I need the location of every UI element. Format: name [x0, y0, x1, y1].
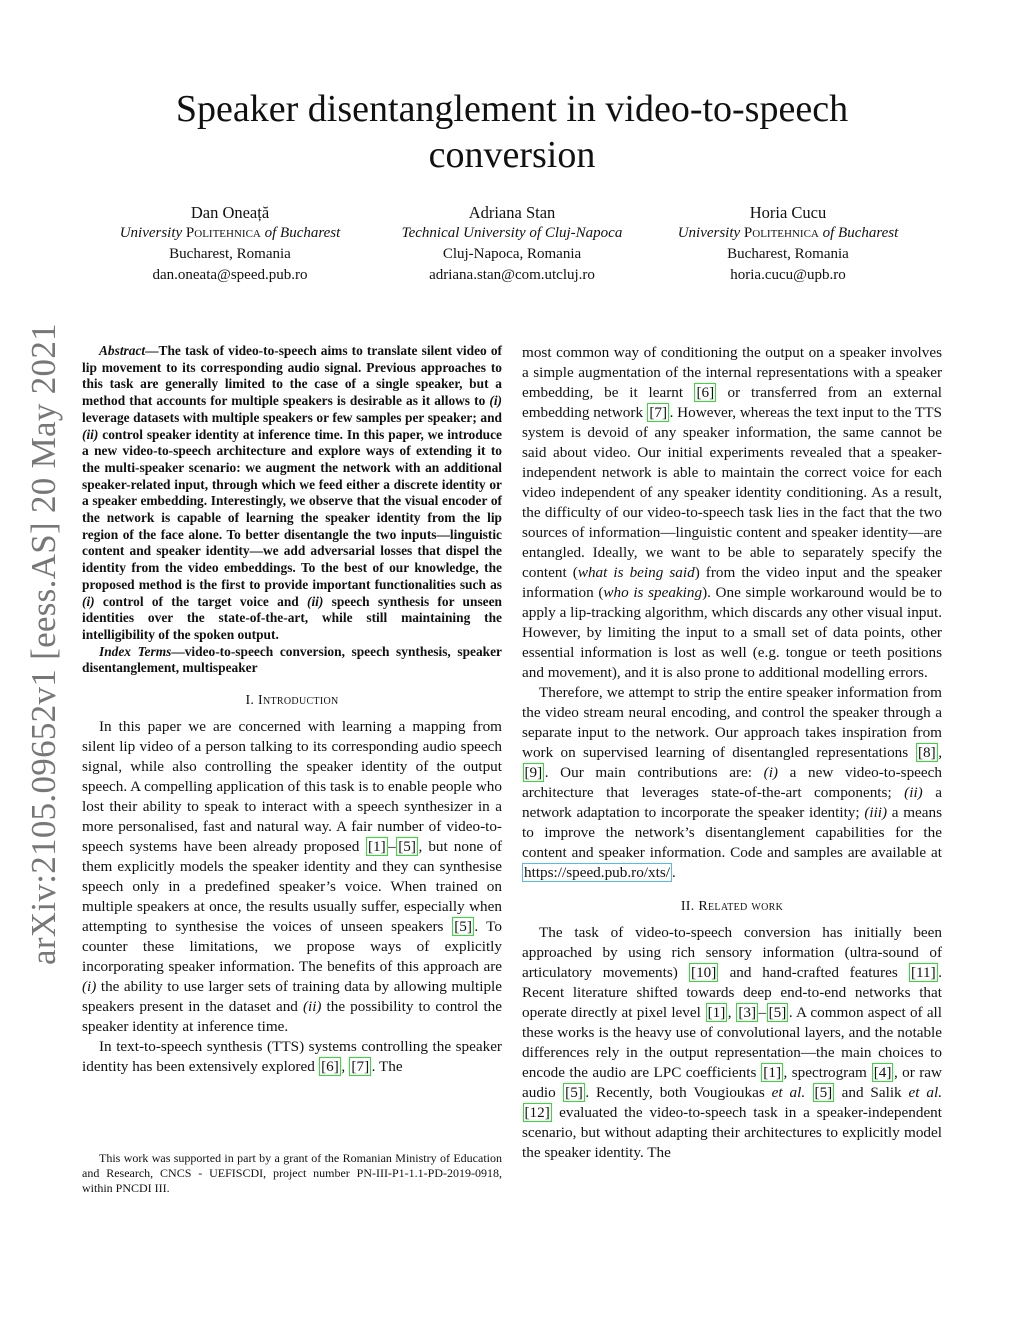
author-affiliation: University Politehnica of Bucharest [119, 225, 341, 241]
right-paragraph-1: most common way of conditioning the output on a speaker involves a simple augmentation of the internal representations with a speaker embedding, be it learnt [6] or transferred from an external embedding network [7] . However, whereas the text input to the TTS system is devoid of any speaker information, the same cannot be said about video. Our initial experiments revealed that a speaker-independent network is able to maintain the correct voice for each video independent of any speaker identity conditioning. As a result, the difficulty of our video-to-speech task lies in the fact that the two sources of information—linguistic content and speaker identity—are entangled. Ideally, we want to be able to separately specify the content (what is being said) from the video input and the speaker information (who is speaking). One simple workaround would be to apply a lip-tracking algorithm, which discards any other visual input. However, by limiting the input to a small set of data points, other essential information is lost as well (e.g. tongue or teeth positions and movement), and it is also prone to additional modelling errors. [522, 344, 942, 681]
citation-link[interactable]: [5] [768, 1004, 787, 1021]
author-affiliation: University Politehnica of Bucharest [677, 225, 899, 241]
related-work-paragraph: The task of video-to-speech conversion has initially been approached by using rich sensory information (ultra-sound of articulatory movements) [10] and hand-crafted features [11] . Recent literature shifted towards deep end-to-end networks that operate directly at pixel level [1] , [3] – [5] . A common aspect of all these works is the heavy use of convolutional layers, and the notable differences rely in the output representation—the main choices to encode the audio are LPC coefficients [1] , spectrogram [4] , or raw audio [5] . Recently, both Vougioukas et al. [5] and Salik et al. [12] evaluated the video-to-speech task in a speaker-independent scenario, but without adapting their architectures to explicitly model the speaker identity. The [522, 924, 943, 1161]
intro-paragraph-1: In this paper we are concerned with learning a mapping from silent lip video of a person talking to its corresponding audio speech signal, while also controlling the speaker identity of the output speech. A compelling application of this task is to enable people who lost their ability to speak to interact with a speech synthesizer in a more personalised, fast and natural way. A fair number of video-to-speech systems have been already proposed [1] – [5] , but none of them explicitly models the speaker identity and they can synthesise speech only in a predefined speaker’s voice. When trained on multiple speakers at once, the results usually suffer, especially when attempting to synthesise the voices of unseen speakers [5] . To counter these limitations, we propose ways of explicitly incorporating speaker information. The benefits of this approach are (i) the ability to use larger sets of training data by allowing multiple speakers present in the dataset and (ii) the possibility to control the speaker identity at inference time. [82, 718, 503, 1036]
index-terms: Index Terms—video-to-speech conversion, speech synthesis, speaker disentanglement, multispeaker [82, 643, 502, 676]
citation-link[interactable]: [9] [524, 764, 543, 781]
right-column [522, 343, 942, 1163]
author-name: Adriana Stan [468, 203, 556, 222]
author-3 [638, 202, 938, 286]
citation-link[interactable]: [7] [649, 404, 668, 421]
citation-link[interactable]: [11] [910, 964, 936, 981]
citation-link[interactable]: [6] [696, 384, 715, 401]
author-email: adriana.stan@com.utcluj.ro [429, 267, 595, 283]
author-2 [362, 202, 662, 286]
author-name: Horia Cucu [749, 203, 827, 222]
author-1 [80, 202, 380, 286]
citation-link[interactable]: [1] [367, 838, 386, 856]
citation-link[interactable]: [4] [873, 1064, 892, 1081]
citation-link[interactable]: [8] [917, 744, 936, 761]
citation-link[interactable]: [7] [351, 1058, 370, 1076]
section-heading-related-work: II. Related work [680, 899, 784, 914]
paper-title [120, 86, 904, 178]
abstract: Abstract—The task of video-to-speech aims to translate silent video of lip movement to its corresponding audio signal. Previous approaches to this task are generally limited to the case of a single speaker, but a method that accounts for multiple speakers is desirable as it allows to (i) leverage datasets with multiple speakers or few samples per speaker; and (ii) control speaker identity at inference time. In this paper, we introduce a new video-to-speech architecture and explore ways of extending it to the multi-speaker scenario: we augment the network with an additional speaker-related input, through which we feed either a discrete identity or a speaker embedding. Interestingly, we observe that the visual encoder of the network is capable of learning the speaker identity from the lip region of the face alone. To better disentangle the two inputs—linguistic content and speaker identity—we add adversarial losses that dispel the identity from the video embeddings. To the best of our knowledge, the proposed method is the first to provide important functionalities such as (i) control of the target voice and (ii) speech synthesis for unseen identities over the state-of-the-art, while still maintaining the intelligibility of the spoken output. [82, 343, 502, 642]
citation-link[interactable]: [3] [738, 1004, 757, 1021]
author-location: Cluj-Napoca, Romania [442, 246, 582, 262]
author-location: Bucharest, Romania [169, 246, 291, 262]
title-line-1: Speaker disentanglement in video-to-speech [175, 88, 849, 130]
citation-link[interactable]: [5] [398, 838, 416, 856]
citation-link[interactable]: [5] [565, 1084, 583, 1101]
arxiv-stamp: arXiv:2105.09652v1 [eess.AS] 20 May 2021 [24, 323, 63, 965]
intro-paragraph-2: In text-to-speech synthesis (TTS) systems controlling the speaker identity has been extensively explored [6] , [7] . The [82, 1038, 502, 1076]
citation-link[interactable]: [10] [691, 964, 717, 981]
author-email: dan.oneata@speed.pub.ro [152, 267, 308, 283]
author-location: Bucharest, Romania [727, 246, 849, 262]
code-url-link[interactable]: https://speed.pub.ro/xts/ [524, 864, 670, 881]
citation-link[interactable]: [1] [707, 1004, 726, 1021]
title-line-2: conversion [428, 134, 596, 176]
author-affiliation: Technical University of Cluj-Napoca [401, 225, 623, 241]
funding-footnote: This work was supported in part by a grant of the Romanian Ministry of Education and Research, CNCS - UEFISCDI, project number PN-III-P1-1.1-PD-2019-0918, within PNCDI III. [82, 1151, 502, 1195]
section-heading-introduction: I. Introduction [245, 693, 339, 709]
author-name: Dan Oneață [190, 203, 270, 222]
right-paragraph-2: Therefore, we attempt to strip the entire speaker information from the video stream neural encoding, and control the speaker through a separate input to the network. Our approach takes inspiration from work on supervised learning of disentangled representations [8] , [9] . Our main contributions are: (i) a new video-to-speech architecture that leverages state-of-the-art components; (ii) a network adaptation to incorporate the speaker identity; (iii) a means to improve the network’s disentanglement capabilities for the content and speaker information. Code and samples are available at https://speed.pub.ro/xts/ . [522, 684, 942, 881]
citation-link[interactable]: [5] [454, 918, 472, 936]
author-email: horia.cucu@upb.ro [730, 267, 846, 283]
citation-link[interactable]: [1] [763, 1064, 782, 1081]
citation-link[interactable]: [6] [321, 1058, 339, 1076]
citation-link[interactable]: [5] [814, 1084, 833, 1101]
citation-link[interactable]: [12] [524, 1104, 550, 1121]
left-column [82, 343, 502, 1077]
